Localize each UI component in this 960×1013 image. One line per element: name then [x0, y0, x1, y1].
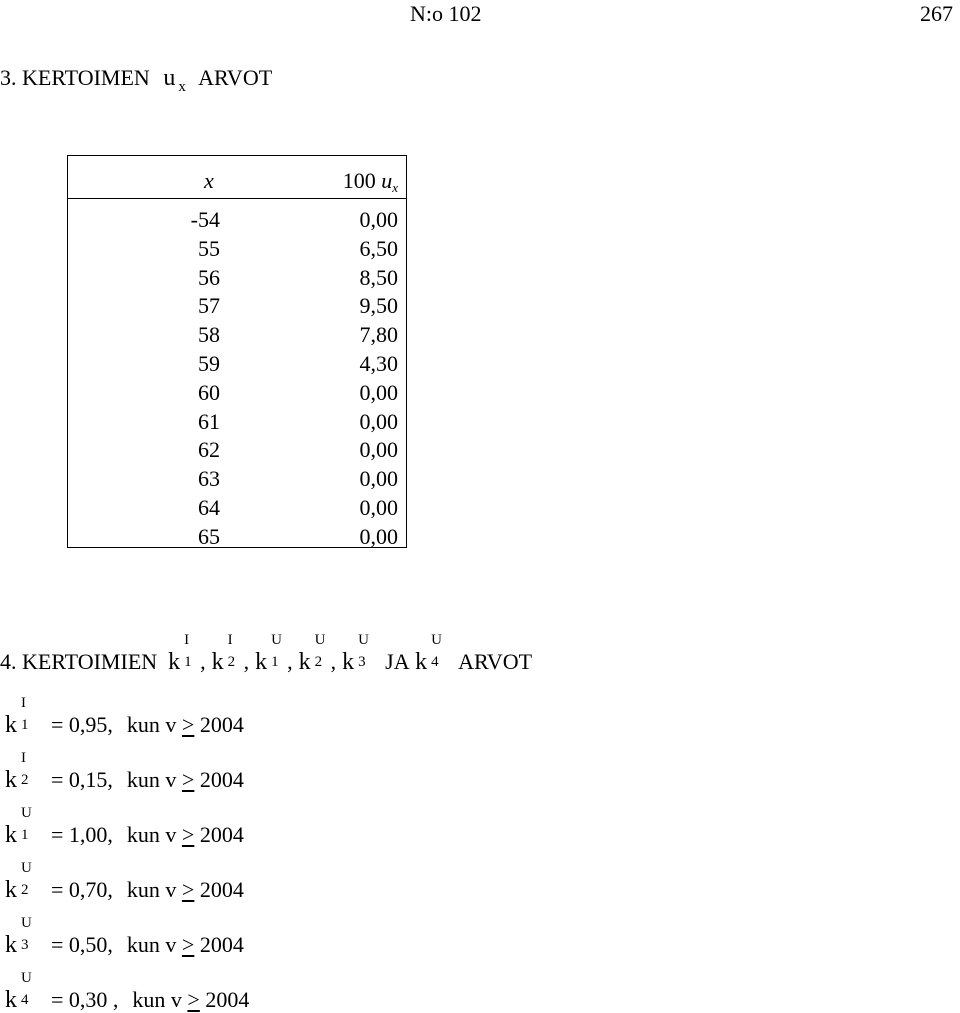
table-cell-ux: 9,50	[359, 293, 398, 319]
k-superscript: U	[358, 632, 369, 648]
table-header-ux-prefix: 100	[342, 168, 376, 193]
table-row	[68, 376, 406, 405]
separator: ,	[200, 649, 206, 674]
table-row	[68, 433, 406, 462]
k-superscript: I	[184, 632, 190, 648]
k-subscript: 1	[184, 654, 192, 670]
section-3-suffix: ARVOT	[198, 65, 273, 90]
coefficient-value: = 0,70,	[51, 877, 113, 902]
geq-sign: >	[181, 877, 195, 902]
geq-sign: >	[181, 712, 195, 737]
table-cell-x: 62	[198, 437, 220, 463]
table-cell-ux: 7,80	[359, 322, 398, 348]
coefficient-value: = 0,30 ,	[51, 987, 119, 1012]
table-cell-x: 64	[198, 494, 220, 520]
k-superscript: I	[21, 695, 26, 711]
page-number: 267	[920, 1, 953, 26]
k-subscript: 3	[358, 654, 366, 670]
k-letter: k	[255, 649, 268, 675]
k-indices	[358, 632, 374, 670]
separator: ,	[330, 649, 337, 674]
table-header-ux	[343, 168, 398, 194]
table-header-rule	[68, 198, 406, 199]
k-superscript: I	[21, 750, 26, 766]
k-indices	[184, 632, 200, 670]
geq-sign: >	[181, 932, 195, 957]
k-letter: k	[211, 649, 224, 675]
table-cell-x: 60	[198, 379, 220, 405]
table-cell-ux: 4,30	[359, 350, 398, 376]
section-3-title	[0, 65, 273, 95]
table-row	[68, 347, 406, 376]
k-symbol	[415, 632, 447, 675]
coefficient-line	[5, 695, 244, 738]
k-subscript: 2	[21, 772, 29, 788]
separator: ,	[243, 649, 250, 674]
coefficient-condition: kun v	[126, 822, 177, 847]
coefficient-condition: kun v	[126, 767, 177, 792]
section-3-prefix: 3. KERTOIMEN	[0, 65, 150, 90]
coefficient-condition: kun v	[126, 712, 177, 737]
k-indices	[21, 915, 37, 953]
k-indices	[21, 750, 37, 788]
table-cell-x: 63	[198, 466, 220, 492]
table-row	[68, 289, 406, 318]
table-row	[68, 318, 406, 347]
coefficient-line	[5, 805, 244, 848]
coefficient-condition: kun v	[126, 877, 177, 902]
k-subscript: 4	[431, 654, 439, 670]
table-cell-x: 56	[198, 264, 220, 290]
table-row	[68, 261, 406, 290]
table-header-x: x	[204, 168, 214, 193]
section-3-symbol: u	[163, 65, 176, 91]
k-letter: k	[5, 877, 17, 903]
k-indices	[314, 632, 331, 670]
k-superscript: U	[431, 632, 442, 648]
table-cell-ux: 0,00	[359, 408, 398, 434]
coefficient-year: 2004	[199, 712, 244, 737]
k-letter: k	[168, 649, 181, 675]
k-symbol	[5, 970, 37, 1013]
k-indices	[21, 695, 37, 733]
coefficient-line	[5, 750, 244, 793]
table-cell-ux: 0,00	[359, 437, 398, 463]
ux-values-table	[67, 155, 407, 548]
k-symbol	[5, 915, 37, 958]
k-superscript: U	[21, 860, 32, 876]
k-subscript: 2	[314, 654, 323, 670]
table-row	[68, 203, 406, 232]
geq-sign: >	[181, 822, 195, 847]
table-header-ux-subscript: x	[392, 180, 398, 195]
coefficient-year: 2004	[199, 822, 244, 847]
k-indices	[431, 632, 447, 670]
section-4-and: JA	[385, 649, 410, 674]
journal-number: N:o 102	[410, 1, 482, 26]
k-indices	[271, 632, 287, 670]
table-cell-x: -54	[190, 207, 220, 232]
coefficient-value: = 1,00,	[51, 822, 113, 847]
k-letter: k	[298, 649, 311, 675]
k-superscript: I	[227, 632, 233, 648]
coefficient-condition: kun v	[132, 987, 182, 1012]
k-symbol	[5, 750, 37, 793]
table-cell-ux: 0,00	[359, 207, 398, 232]
k-symbol	[255, 632, 287, 675]
geq-sign: >	[187, 987, 200, 1012]
table-cell-x: 61	[198, 408, 220, 434]
table-cell-x: 58	[198, 322, 220, 348]
coefficient-year: 2004	[205, 987, 250, 1012]
k-letter: k	[5, 767, 17, 793]
coefficient-line	[5, 970, 250, 1013]
k-symbol	[342, 632, 374, 675]
table-cell-x: 65	[198, 523, 220, 549]
coefficient-year: 2004	[199, 932, 244, 957]
k-superscript: U	[21, 805, 32, 821]
k-subscript: 1	[21, 717, 29, 733]
coefficient-value: = 0,95,	[51, 712, 113, 737]
table-cell-x: 59	[198, 350, 220, 376]
k-letter: k	[5, 987, 17, 1013]
table-row	[68, 520, 406, 549]
k-letter: k	[5, 932, 17, 958]
separator: ,	[287, 649, 293, 674]
k-letter: k	[5, 712, 17, 738]
table-row	[68, 491, 406, 520]
table-row	[68, 405, 406, 434]
table-header-ux-symbol: u	[381, 168, 393, 193]
coefficient-year: 2004	[199, 877, 244, 902]
k-symbol	[168, 632, 200, 675]
section-4-prefix: 4. KERTOIMIEN	[0, 649, 158, 674]
table-cell-ux: 0,00	[359, 523, 398, 549]
table-cell-ux: 8,50	[359, 264, 398, 290]
table-cell-ux: 0,00	[359, 494, 398, 520]
table-body	[68, 203, 406, 549]
coefficient-year: 2004	[199, 767, 244, 792]
coefficient-line	[5, 860, 244, 903]
k-subscript: 2	[227, 654, 236, 670]
table-cell-ux: 0,00	[359, 379, 398, 405]
k-indices	[21, 860, 37, 898]
k-letter: k	[5, 822, 17, 848]
k-superscript: U	[314, 632, 326, 648]
k-symbol	[5, 805, 37, 848]
k-symbol	[5, 860, 37, 903]
coefficient-value: = 0,15,	[51, 767, 113, 792]
k-subscript: 2	[21, 882, 29, 898]
k-superscript: U	[271, 632, 282, 648]
k-letter: k	[342, 649, 355, 675]
coefficient-value: = 0,50,	[51, 932, 113, 957]
k-superscript: U	[21, 970, 32, 986]
k-indices	[227, 632, 244, 670]
k-symbol	[5, 695, 37, 738]
section-4-title	[0, 632, 533, 685]
table-row	[68, 232, 406, 261]
table-cell-ux: 0,00	[359, 466, 398, 492]
table-row	[68, 462, 406, 491]
k-symbol	[298, 632, 331, 675]
coefficient-condition: kun v	[126, 932, 177, 957]
section-3-subscript: x	[178, 79, 186, 95]
k-subscript: 1	[271, 654, 279, 670]
k-superscript: U	[21, 915, 32, 931]
k-letter: k	[415, 649, 428, 675]
section-4-suffix: ARVOT	[458, 649, 533, 674]
k-subscript: 3	[21, 937, 29, 953]
coefficient-line	[5, 915, 244, 958]
geq-sign: >	[181, 767, 195, 792]
k-indices	[21, 805, 37, 843]
k-subscript: 1	[21, 827, 29, 843]
k-symbol	[211, 632, 244, 675]
table-cell-ux: 6,50	[359, 235, 398, 261]
k-subscript: 4	[21, 992, 29, 1008]
k-indices	[21, 970, 37, 1008]
table-cell-x: 57	[198, 293, 220, 319]
table-cell-x: 55	[198, 235, 220, 261]
